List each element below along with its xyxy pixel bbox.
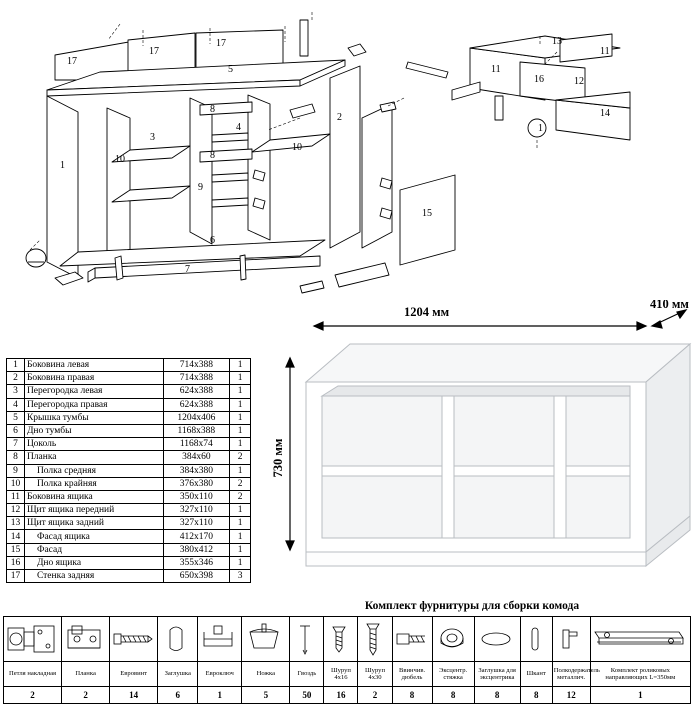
kit-item-qty: 6 [158, 687, 198, 704]
part-dimension: 714х388 [163, 359, 230, 372]
dowel-screw-icon [392, 617, 432, 662]
part-name: Цоколь [24, 438, 163, 451]
kit-item-name: Ввинчив. дюбель [392, 662, 432, 687]
svg-text:9: 9 [198, 182, 203, 193]
part-name: Дно ящика [24, 556, 163, 569]
kit-item-qty: 14 [110, 687, 158, 704]
svg-text:13: 13 [552, 36, 562, 47]
metal-holder-icon [552, 617, 590, 662]
svg-text:11: 11 [600, 46, 610, 57]
kit-item-name: Заглушка для эксцентрика [474, 662, 520, 687]
part-dimension: 350х110 [163, 490, 230, 503]
part-number: 1 [7, 359, 25, 372]
part-qty: 1 [230, 411, 251, 424]
depth-dimension-label: 410 мм [650, 300, 689, 311]
svg-text:17: 17 [216, 38, 226, 49]
part-number: 2 [7, 372, 25, 385]
svg-text:17: 17 [149, 46, 159, 57]
hardware-kit-table [3, 616, 691, 704]
part-name: Стенка задняя [24, 570, 163, 583]
table-row [7, 517, 251, 530]
part-number: 12 [7, 504, 25, 517]
table-row [7, 424, 251, 437]
table-row [7, 530, 251, 543]
kit-item-qty: 16 [324, 687, 358, 704]
part-qty: 1 [230, 372, 251, 385]
kit-item-qty: 8 [432, 687, 474, 704]
part-number: 5 [7, 411, 25, 424]
euro-key-icon [198, 617, 242, 662]
kit-item-name: Шкант [520, 662, 552, 687]
table-row [7, 451, 251, 464]
svg-text:10: 10 [292, 142, 302, 153]
svg-text:15: 15 [422, 208, 432, 219]
table-row [7, 398, 251, 411]
part-name: Щит ящика задний [24, 517, 163, 530]
kit-icons-row [4, 617, 691, 662]
part-number: 14 [7, 530, 25, 543]
svg-text:17: 17 [67, 56, 77, 67]
kit-item-name: Евровинт [110, 662, 158, 687]
part-number: 8 [7, 451, 25, 464]
kit-item-qty: 2 [4, 687, 62, 704]
part-dimension: 714х388 [163, 372, 230, 385]
kit-names-row [4, 662, 691, 687]
parts-table [6, 358, 251, 583]
part-name: Фасад [24, 543, 163, 556]
kit-item-qty: 8 [474, 687, 520, 704]
svg-text:1: 1 [538, 123, 543, 134]
table-row [7, 477, 251, 490]
svg-text:2: 2 [337, 112, 342, 123]
svg-text:4: 4 [236, 122, 241, 133]
kit-item-qty: 1 [198, 687, 242, 704]
part-number: 7 [7, 438, 25, 451]
kit-item-qty: 8 [392, 687, 432, 704]
part-name: Перегородка левая [24, 385, 163, 398]
kit-item-qty: 5 [242, 687, 290, 704]
table-row [7, 543, 251, 556]
svg-text:7: 7 [185, 264, 190, 275]
kit-item-name: Заглушка [158, 662, 198, 687]
part-name: Фасад ящика [24, 530, 163, 543]
height-dimension-label: 730 мм [271, 438, 285, 478]
part-dimension: 412х170 [163, 530, 230, 543]
part-number: 9 [7, 464, 25, 477]
part-dimension: 384х60 [163, 451, 230, 464]
table-row [7, 411, 251, 424]
assembly-diagram [0, 0, 694, 320]
drawer-slide-icon [590, 617, 690, 662]
kit-title: Комплект фурнитуры для сборки комода [364, 600, 580, 612]
part-dimension: 1204х406 [163, 411, 230, 424]
kit-item-name: Полкодержатель металлич. [552, 662, 590, 687]
part-name: Боковина правая [24, 372, 163, 385]
table-row [7, 359, 251, 372]
part-qty: 1 [230, 556, 251, 569]
svg-text:10: 10 [115, 154, 125, 165]
part-number: 15 [7, 543, 25, 556]
part-number: 4 [7, 398, 25, 411]
part-qty: 1 [230, 464, 251, 477]
svg-text:3: 3 [150, 132, 155, 143]
kit-item-name: Комплект роликовых направляющих L=350мм [590, 662, 690, 687]
part-number: 6 [7, 424, 25, 437]
part-name: Крышка тумбы [24, 411, 163, 424]
part-dimension: 380х412 [163, 543, 230, 556]
part-qty: 2 [230, 490, 251, 503]
svg-text:8: 8 [210, 150, 215, 161]
part-qty: 1 [230, 504, 251, 517]
table-row [7, 438, 251, 451]
part-number: 17 [7, 570, 25, 583]
kit-item-name: Евроключ [198, 662, 242, 687]
part-number: 3 [7, 385, 25, 398]
table-row [7, 504, 251, 517]
part-number: 11 [7, 490, 25, 503]
part-qty: 1 [230, 385, 251, 398]
part-name: Щит ящика передний [24, 504, 163, 517]
part-qty: 1 [230, 543, 251, 556]
euro-screw-icon [110, 617, 158, 662]
kit-item-name: Петля накладная [4, 662, 62, 687]
svg-text:1: 1 [60, 160, 65, 171]
part-dimension: 376х380 [163, 477, 230, 490]
mounting-plate-icon [62, 617, 110, 662]
kit-item-qty: 2 [62, 687, 110, 704]
kit-item-qty: 1 [590, 687, 690, 704]
edge-band-icon [520, 617, 552, 662]
svg-text:12: 12 [574, 76, 584, 87]
part-dimension: 1168х74 [163, 438, 230, 451]
part-number: 13 [7, 517, 25, 530]
part-qty: 1 [230, 530, 251, 543]
kit-item-name: Эксцентр. стяжка [432, 662, 474, 687]
part-name: Перегородка правая [24, 398, 163, 411]
part-qty: 2 [230, 477, 251, 490]
part-dimension: 355х346 [163, 556, 230, 569]
kit-qty-row [4, 687, 691, 704]
dimension-drawing [254, 300, 694, 600]
part-qty: 1 [230, 424, 251, 437]
part-dimension: 327х110 [163, 504, 230, 517]
part-qty: 1 [230, 398, 251, 411]
part-qty: 3 [230, 570, 251, 583]
kit-item-name: Шуруп 4х30 [358, 662, 392, 687]
part-qty: 1 [230, 438, 251, 451]
svg-text:16: 16 [534, 74, 544, 85]
part-name: Боковина левая [24, 359, 163, 372]
svg-text:5: 5 [228, 64, 233, 75]
part-name: Планка [24, 451, 163, 464]
svg-text:11: 11 [491, 64, 501, 75]
part-number: 10 [7, 477, 25, 490]
kit-item-name: Шуруп 4х16 [324, 662, 358, 687]
svg-text:8: 8 [210, 104, 215, 115]
part-name: Боковина ящика [24, 490, 163, 503]
part-number: 16 [7, 556, 25, 569]
cap-cover-icon [158, 617, 198, 662]
part-qty: 2 [230, 451, 251, 464]
part-dimension: 650х398 [163, 570, 230, 583]
table-row [7, 570, 251, 583]
part-dimension: 624х388 [163, 385, 230, 398]
kit-item-name: Планка [62, 662, 110, 687]
hinge-icon [4, 617, 62, 662]
svg-text:14: 14 [600, 108, 610, 119]
width-dimension-label: 1204 мм [404, 305, 450, 319]
part-name: Дно тумбы [24, 424, 163, 437]
part-qty: 1 [230, 517, 251, 530]
part-dimension: 384х380 [163, 464, 230, 477]
kit-item-qty: 12 [552, 687, 590, 704]
cam-lock-icon [432, 617, 474, 662]
kit-item-qty: 50 [290, 687, 324, 704]
part-qty: 1 [230, 359, 251, 372]
part-dimension: 327х110 [163, 517, 230, 530]
kit-item-name: Гвоздь [290, 662, 324, 687]
part-dimension: 1168х388 [163, 424, 230, 437]
kit-item-qty: 2 [358, 687, 392, 704]
table-row [7, 556, 251, 569]
kit-item-qty: 8 [520, 687, 552, 704]
table-row [7, 490, 251, 503]
kit-item-name: Ножка [242, 662, 290, 687]
table-row [7, 385, 251, 398]
screw-4x16-icon [324, 617, 358, 662]
table-row [7, 372, 251, 385]
part-name: Полка средняя [24, 464, 163, 477]
svg-text:6: 6 [210, 235, 215, 246]
cam-cover-icon [474, 617, 520, 662]
screw-4x30-icon [358, 617, 392, 662]
table-row [7, 464, 251, 477]
nail-icon [290, 617, 324, 662]
part-dimension: 624х388 [163, 398, 230, 411]
part-name: Полка крайняя [24, 477, 163, 490]
leg-icon [242, 617, 290, 662]
